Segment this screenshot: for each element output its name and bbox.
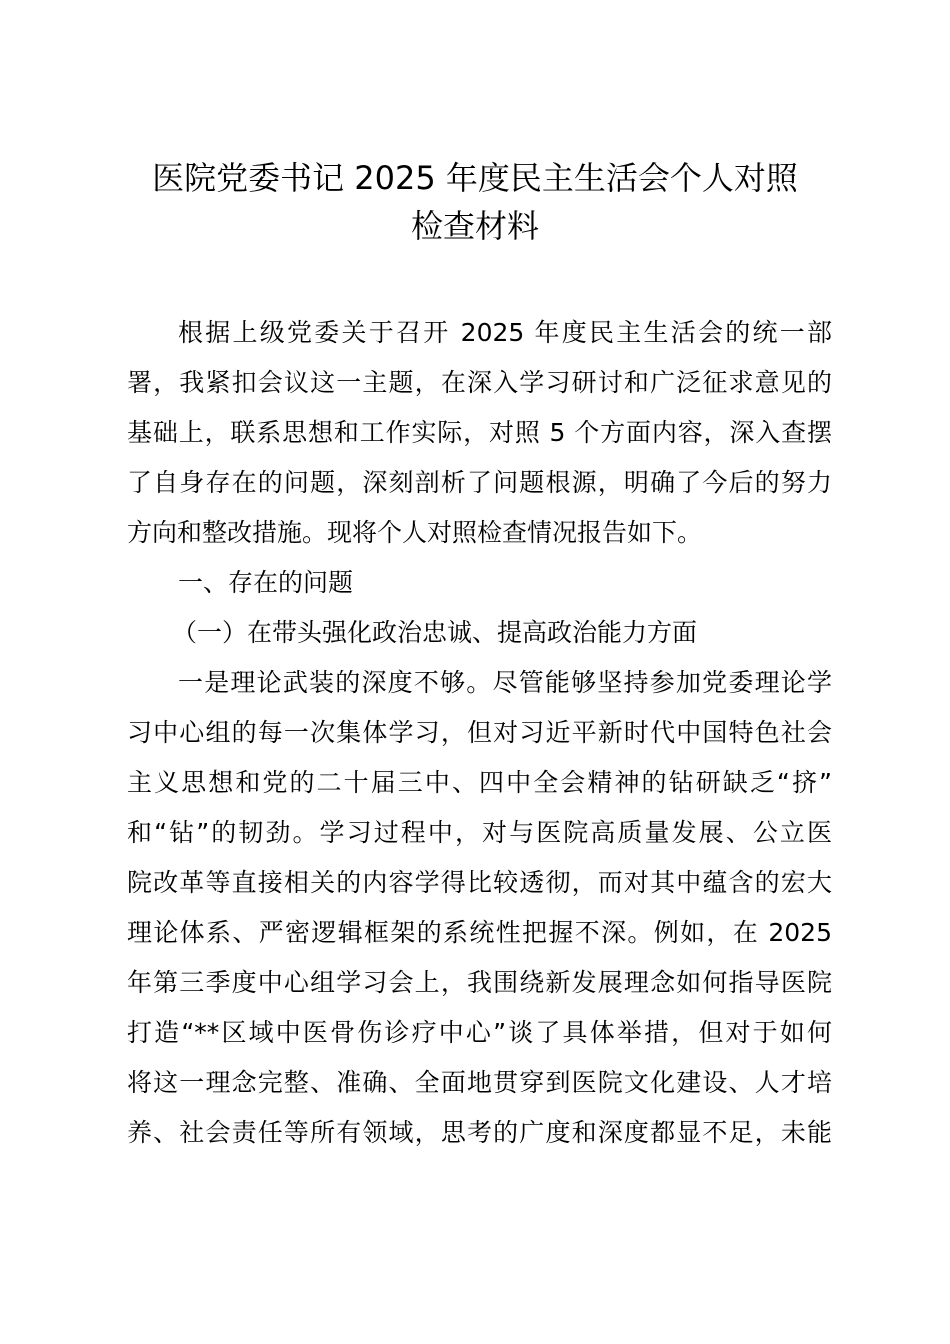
- paragraph-line: 年第三季度中心组学习会上，我围绕新发展理念如何指导医院: [127, 968, 832, 997]
- section-heading: 一、存在的问题: [178, 568, 354, 597]
- intro-paragraph: [127, 308, 832, 558]
- paragraph-line: 打造“**区域中医骨伤诊疗中心”谈了具体举措，但对于如何: [127, 1018, 832, 1047]
- document-title: [100, 154, 850, 250]
- paragraph-line: 一是理论武装的深度不够。尽管能够坚持参加党委理论学: [178, 668, 832, 697]
- paragraph-line: 和“钻”的韧劲。学习过程中，对与医院高质量发展、公立医: [127, 818, 832, 847]
- paragraph-line: 理论体系、严密逻辑框架的系统性把握不深。例如，在 2025: [127, 918, 832, 947]
- point-one-paragraph: [127, 658, 832, 1158]
- subsection-heading: （一）在带头强化政治忠诚、提高政治能力方面: [172, 618, 698, 647]
- paragraph-line: 院改革等直接相关的内容学得比较透彻，而对其中蕴含的宏大: [127, 868, 832, 897]
- paragraph-line: 将这一理念完整、准确、全面地贯穿到医院文化建设、人才培: [127, 1068, 832, 1097]
- title-line-2: 检查材料: [410, 207, 539, 245]
- paragraph-line: 习中心组的每一次集体学习，但对习近平新时代中国特色社会: [127, 718, 832, 747]
- title-line-1: 医院党委书记 2025 年度民主生活会个人对照: [152, 159, 798, 197]
- paragraph-line: 养、社会责任等所有领域，思考的广度和深度都显不足，未能: [127, 1118, 832, 1147]
- paragraph-line: 了自身存在的问题，深刻剖析了问题根源，明确了今后的努力: [127, 468, 832, 497]
- paragraph-line: 署，我紧扣会议这一主题，在深入学习研讨和广泛征求意见的: [127, 368, 832, 397]
- paragraph-line: 方向和整改措施。现将个人对照检查情况报告如下。: [127, 518, 703, 547]
- paragraph-line: 基础上，联系思想和工作实际，对照 5 个方面内容，深入查摆: [127, 418, 832, 447]
- paragraph-line: 根据上级党委关于召开 2025 年度民主生活会的统一部: [178, 318, 832, 347]
- paragraph-line: 主义思想和党的二十届三中、四中全会精神的钻研缺乏“挤”: [127, 768, 832, 797]
- document-body: [127, 308, 832, 1158]
